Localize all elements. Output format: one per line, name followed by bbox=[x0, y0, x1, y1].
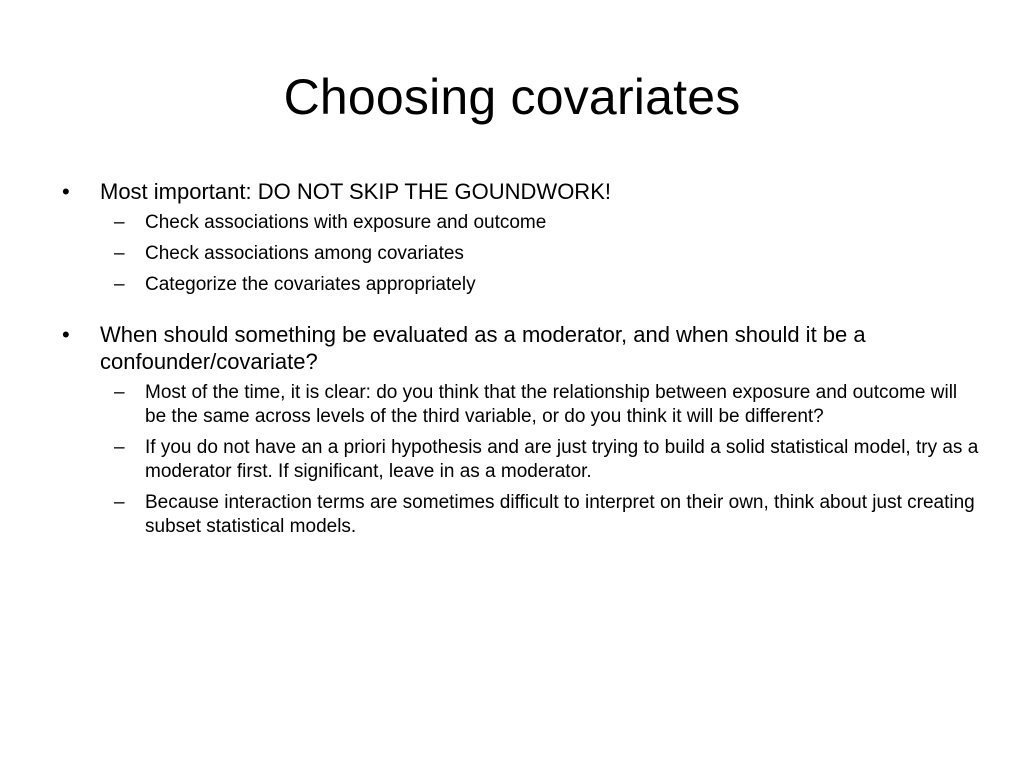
sub-bullet-item bbox=[100, 273, 980, 297]
slide-content bbox=[60, 178, 980, 546]
sub-bullet-text: If you do not have an a priori hypothesis and are just trying to build a solid statistical model, try as a moderator first. If significant, leave in as a moderator. bbox=[145, 437, 979, 482]
sub-bullet-text: Most of the time, it is clear: do you think that the relationship between exposure and outcome will be the same across levels of the third variable, or do you think it will be different? bbox=[145, 382, 958, 427]
bullet-item bbox=[60, 321, 980, 539]
sub-bullet-item bbox=[100, 436, 980, 484]
sub-bullet-text: Check associations with exposure and outcome bbox=[145, 212, 547, 233]
sub-bullet-item bbox=[100, 211, 980, 235]
bullet-text: Most important: DO NOT SKIP THE GOUNDWORK! bbox=[100, 179, 611, 204]
sub-bullet-text: Categorize the covariates appropriately bbox=[145, 274, 476, 295]
sub-bullet-list bbox=[100, 381, 980, 539]
bullet-icon: • bbox=[62, 179, 70, 204]
sub-bullet-item bbox=[100, 242, 980, 266]
slide-title: Choosing covariates bbox=[283, 69, 741, 125]
dash-icon: – bbox=[114, 212, 125, 233]
sub-bullet-text: Because interaction terms are sometimes difficult to interpret on their own, think about just creating subset statistical models. bbox=[145, 492, 975, 537]
bullet-icon: • bbox=[62, 322, 70, 347]
bullet-text: When should something be evaluated as a moderator, and when should it be a confounder/covariate? bbox=[100, 322, 866, 374]
dash-icon: – bbox=[114, 243, 125, 264]
dash-icon: – bbox=[114, 437, 125, 458]
bullet-item bbox=[60, 178, 980, 297]
dash-icon: – bbox=[114, 274, 125, 295]
dash-icon: – bbox=[114, 382, 125, 403]
sub-bullet-item bbox=[100, 381, 980, 429]
sub-bullet-text: Check associations among covariates bbox=[145, 243, 464, 264]
sub-bullet-list bbox=[100, 211, 980, 297]
dash-icon: – bbox=[114, 492, 125, 513]
sub-bullet-item bbox=[100, 491, 980, 539]
